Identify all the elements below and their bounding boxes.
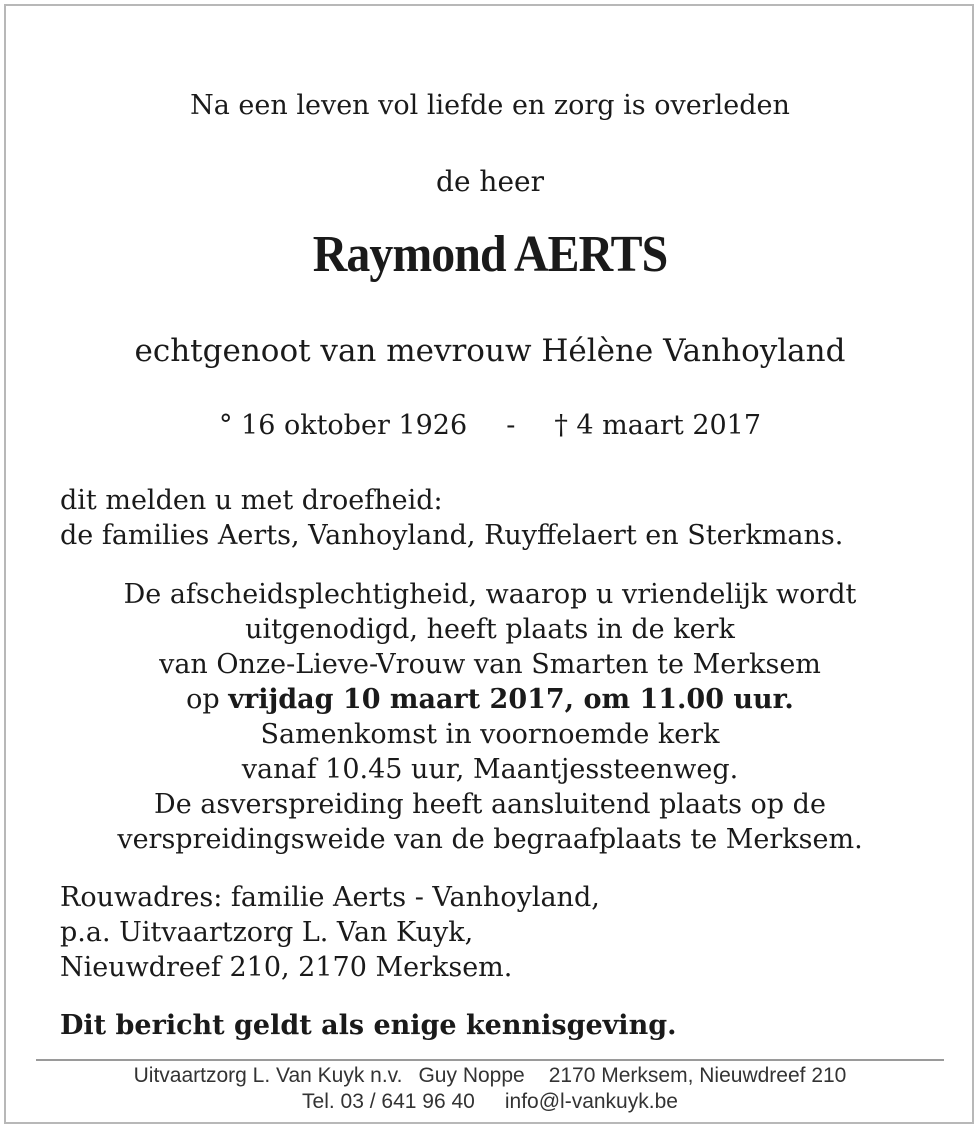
mourning-address	[60, 880, 600, 985]
footer-email: info@l-vankuyk.be	[504, 1090, 678, 1113]
footer-divider	[36, 1059, 944, 1061]
ceremony-line-7: De asverspreiding heeft aansluitend plaats op de	[154, 789, 826, 820]
mention-block	[60, 483, 843, 553]
mention-line-1: dit melden u met droefheid:	[60, 485, 443, 516]
birth-date: ° 16 oktober 1926	[218, 410, 468, 441]
date-separator: -	[506, 410, 516, 441]
ceremony-line-6: vanaf 10.45 uur, Maantjessteenweg.	[241, 754, 739, 785]
footer-line-2	[0, 1090, 980, 1114]
life-dates	[0, 410, 980, 441]
footer-phone: Tel. 03 / 641 96 40	[302, 1090, 475, 1113]
ceremony-block	[0, 577, 980, 857]
ceremony-line-4	[0, 682, 980, 717]
ceremony-line-3: van Onze-Lieve-Vrouw van Smarten te Merksem	[159, 649, 821, 680]
address-line-2: p.a. Uitvaartzorg L. Van Kuyk,	[60, 917, 474, 948]
address-line-3: Nieuwdreef 210, 2170 Merksem.	[60, 952, 513, 983]
ceremony-line-2: uitgenodigd, heeft plaats in de kerk	[245, 614, 735, 645]
spouse-line: echtgenoot van mevrouw Hélène Vanhoyland	[134, 333, 846, 369]
address-line-1: Rouwadres: familie Aerts - Vanhoyland,	[60, 882, 600, 913]
deceased-name: Raymond AERTS	[312, 226, 668, 283]
ceremony-date: vrijdag 10 maart 2017, om 11.00 uur.	[228, 684, 794, 715]
footer-contact-person: Guy Noppe	[418, 1064, 525, 1087]
intro-text: Na een leven vol liefde en zorg is overleden	[190, 90, 790, 121]
honorific: de heer	[436, 165, 544, 198]
footer-address: 2170 Merksem, Nieuwdreef 210	[548, 1064, 847, 1087]
footer-company: Uitvaartzorg L. Van Kuyk n.v.	[133, 1064, 403, 1087]
ceremony-date-prefix: op	[186, 684, 220, 715]
ceremony-line-1: De afscheidsplechtigheid, waarop u vriendelijk wordt	[123, 579, 857, 610]
ceremony-line-8: verspreidingsweide van de begraafplaats te Merksem.	[117, 824, 863, 855]
footer-line-1	[0, 1064, 980, 1088]
mention-line-2: de families Aerts, Vanhoyland, Ruyffelaert en Sterkmans.	[60, 520, 844, 551]
death-date: † 4 maart 2017	[554, 410, 762, 441]
ceremony-line-5: Samenkomst in voornoemde kerk	[260, 719, 720, 750]
notice-text: Dit bericht geldt als enige kennisgeving.	[60, 1010, 677, 1041]
